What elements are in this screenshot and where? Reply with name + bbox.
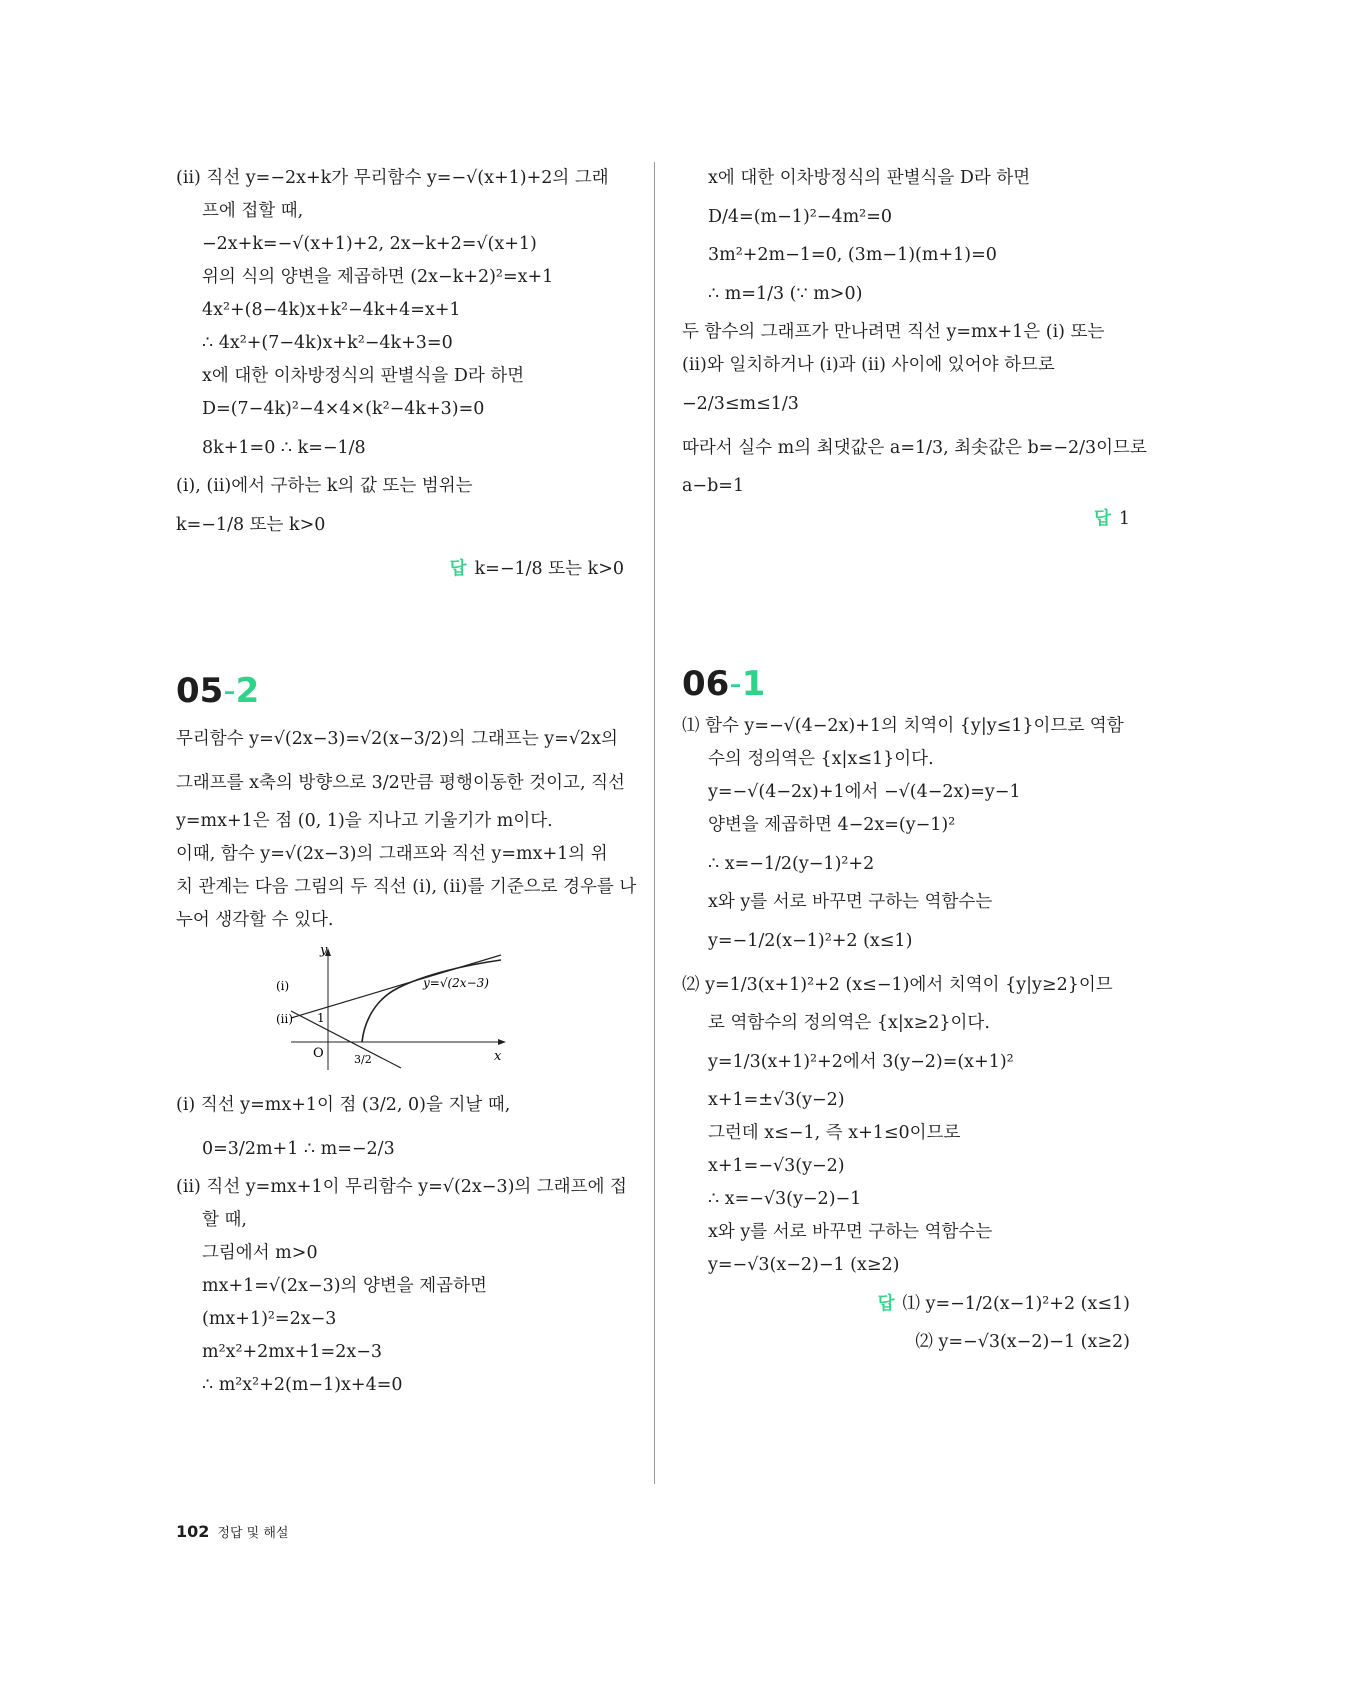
y-intercept-label: 1 [317, 1011, 325, 1025]
text-line: 수의 정의역은 {x|x≤1}이다. [708, 749, 934, 769]
answer-mark: 답 [1093, 509, 1111, 529]
answer-mark: 답 [877, 1294, 895, 1314]
equation-line: y=−√3(x−2)−1 (x≥2) [708, 1255, 900, 1275]
equation-line: x+1=±√3(y−2) [708, 1090, 845, 1110]
equation-line: y=1/3(x+1)²+2에서 3(y−2)=(x+1)² [708, 1052, 1014, 1072]
text-line: ⑵ y=1/3(x+1)²+2 (x≤−1)에서 치역이 {y|y≥2}이므 [682, 975, 1113, 995]
equation-line: ∴ x=−1/2(y−1)²+2 [708, 854, 875, 874]
equation-line: y=−√(4−2x)+1에서 −√(4−2x)=y−1 [708, 782, 1021, 802]
equation-line: ∴ x=−√3(y−2)−1 [708, 1189, 862, 1209]
page-number: 102 [176, 1522, 210, 1541]
x-axis-arrow-icon [498, 1039, 506, 1045]
equation-line: a−b=1 [682, 476, 745, 496]
equation-line: 4x²+(8−4k)x+k²−4k+4=x+1 [202, 300, 461, 320]
problem-dash: - [729, 664, 742, 704]
answer-line: ⑵ y=−√3(x−2)−1 (x≥2) [915, 1332, 1130, 1352]
equation-line: 0=3/2m+1 ∴ m=−2/3 [202, 1139, 395, 1159]
answer-mark: 답 [449, 559, 467, 579]
text-line: 두 함수의 그래프가 만나려면 직선 y=mx+1은 (ⅰ) 또는 [682, 322, 1105, 342]
answer-line [682, 1282, 1130, 1326]
equation-line: m²x²+2mx+1=2x−3 [202, 1342, 383, 1362]
function-graph [276, 945, 516, 1075]
answer-text: ⑴ y=−1/2(x−1)²+2 (x≤1) [902, 1294, 1130, 1314]
text-line: 그래프를 x축의 방향으로 3/2만큼 평행이동한 것이고, 직선 [176, 773, 625, 793]
text-line: 로 역함수의 정의역은 {x|x≥2}이다. [708, 1013, 990, 1033]
text-line: (ⅰ), (ⅱ)에서 구하는 k의 값 또는 범위는 [176, 476, 473, 496]
text-line: y=mx+1은 점 (0, 1)을 지나고 기울기가 m이다. [176, 811, 553, 831]
line-ii [291, 1011, 401, 1068]
equation-line: 3m²+2m−1=0, (3m−1)(m+1)=0 [708, 245, 997, 265]
text-line: (ⅱ)와 일치하거나 (ⅰ)과 (ⅱ) 사이에 있어야 하므로 [682, 355, 1055, 375]
text-line: 위의 식의 양변을 제곱하면 (2x−k+2)²=x+1 [202, 267, 554, 287]
equation-line: 8k+1=0 ∴ k=−1/8 [202, 438, 366, 458]
text-line: ⑴ 함수 y=−√(4−2x)+1의 치역이 {y|y≤1}이므로 역함 [682, 716, 1124, 736]
line-ii-label: (ⅱ) [276, 1012, 294, 1026]
equation-line: ∴ m²x²+2(m−1)x+4=0 [202, 1375, 403, 1395]
equation-line: D/4=(m−1)²−4m²=0 [708, 207, 892, 227]
text-line: (ⅱ) 직선 y=mx+1이 무리함수 y=√(2x−3)의 그래프에 접 [176, 1177, 627, 1197]
problem-heading [176, 669, 624, 713]
right-column [682, 162, 1147, 1359]
text-line: 양변을 제곱하면 4−2x=(y−1)² [708, 815, 956, 835]
problem-heading [682, 662, 1130, 706]
column-divider [654, 162, 655, 1484]
text-line: x에 대한 이차방정식의 판별식을 D라 하면 [202, 366, 525, 386]
equation-line: k=−1/8 또는 k>0 [176, 515, 326, 535]
y-axis-label: y [320, 945, 328, 958]
answer-text: 1 [1118, 509, 1130, 529]
spacer [176, 591, 624, 661]
equation-line: −2/3≤m≤1/3 [682, 394, 799, 414]
problem-sub-number: 1 [741, 664, 766, 704]
equation-line: D=(7−4k)²−4×4×(k²−4k+3)=0 [202, 399, 485, 419]
equation-line: ∴ m=1/3 (∵ m>0) [708, 284, 863, 304]
equation-line: (mx+1)²=2x−3 [202, 1309, 337, 1329]
text-line: x와 y를 서로 바꾸면 구하는 역함수는 [708, 892, 993, 912]
text-line: x와 y를 서로 바꾸면 구하는 역함수는 [708, 1222, 993, 1242]
text-line: mx+1=√(2x−3)의 양변을 제곱하면 [202, 1276, 487, 1296]
x-axis-label: x [494, 1049, 502, 1064]
equation-line: y=−1/2(x−1)²+2 (x≤1) [708, 931, 913, 951]
answer-line [682, 503, 1130, 536]
left-column [176, 162, 637, 1402]
text-line: 이때, 함수 y=√(2x−3)의 그래프와 직선 y=mx+1의 위 [176, 844, 608, 864]
line-i-label: (ⅰ) [276, 979, 290, 993]
text-line: 프에 접할 때, [202, 201, 304, 221]
text-line: (ⅰ) 직선 y=mx+1이 점 (3/2, 0)을 지날 때, [176, 1095, 511, 1115]
text-line: (ⅱ) 직선 y=−2x+k가 무리함수 y=−√(x+1)+2의 그래 [176, 168, 609, 188]
text-line: 할 때, [202, 1210, 247, 1230]
footer-title: 정답 및 해설 [217, 1526, 289, 1541]
problem-number: 05 [176, 671, 224, 711]
curve-label: y=√(2x−3) [423, 976, 489, 990]
answer-text: k=−1/8 또는 k>0 [474, 559, 624, 579]
page-footer [176, 1522, 288, 1541]
text-line: 따라서 실수 m의 최댓값은 a=1/3, 최솟값은 b=−2/3이므로 [682, 438, 1147, 458]
problem-dash: - [223, 671, 236, 711]
equation-line: −2x+k=−√(x+1)+2, 2x−k+2=√(x+1) [202, 234, 537, 254]
equation-line: x+1=−√3(y−2) [708, 1156, 845, 1176]
problem-sub-number: 2 [235, 671, 260, 711]
text-line: 누어 생각할 수 있다. [176, 910, 334, 930]
text-line: x에 대한 이차방정식의 판별식을 D라 하면 [708, 168, 1031, 188]
sqrt-curve [362, 960, 501, 1042]
text-line: 그림에서 m>0 [202, 1243, 318, 1263]
origin-label: O [313, 1046, 324, 1061]
equation-line: ∴ 4x²+(7−4k)x+k²−4k+3=0 [202, 333, 453, 353]
spacer [682, 536, 1130, 654]
text-line: 치 관계는 다음 그림의 두 직선 (ⅰ), (ⅱ)를 기준으로 경우를 나 [176, 877, 637, 897]
text-line: 무리함수 y=√(2x−3)=√2(x−3/2)의 그래프는 y=√2x의 [176, 729, 618, 749]
answer-line [176, 547, 624, 591]
x-mark-label: 3/2 [354, 1053, 372, 1066]
text-line: 그런데 x≤−1, 즉 x+1≤0이므로 [708, 1123, 961, 1143]
problem-number: 06 [682, 664, 730, 704]
